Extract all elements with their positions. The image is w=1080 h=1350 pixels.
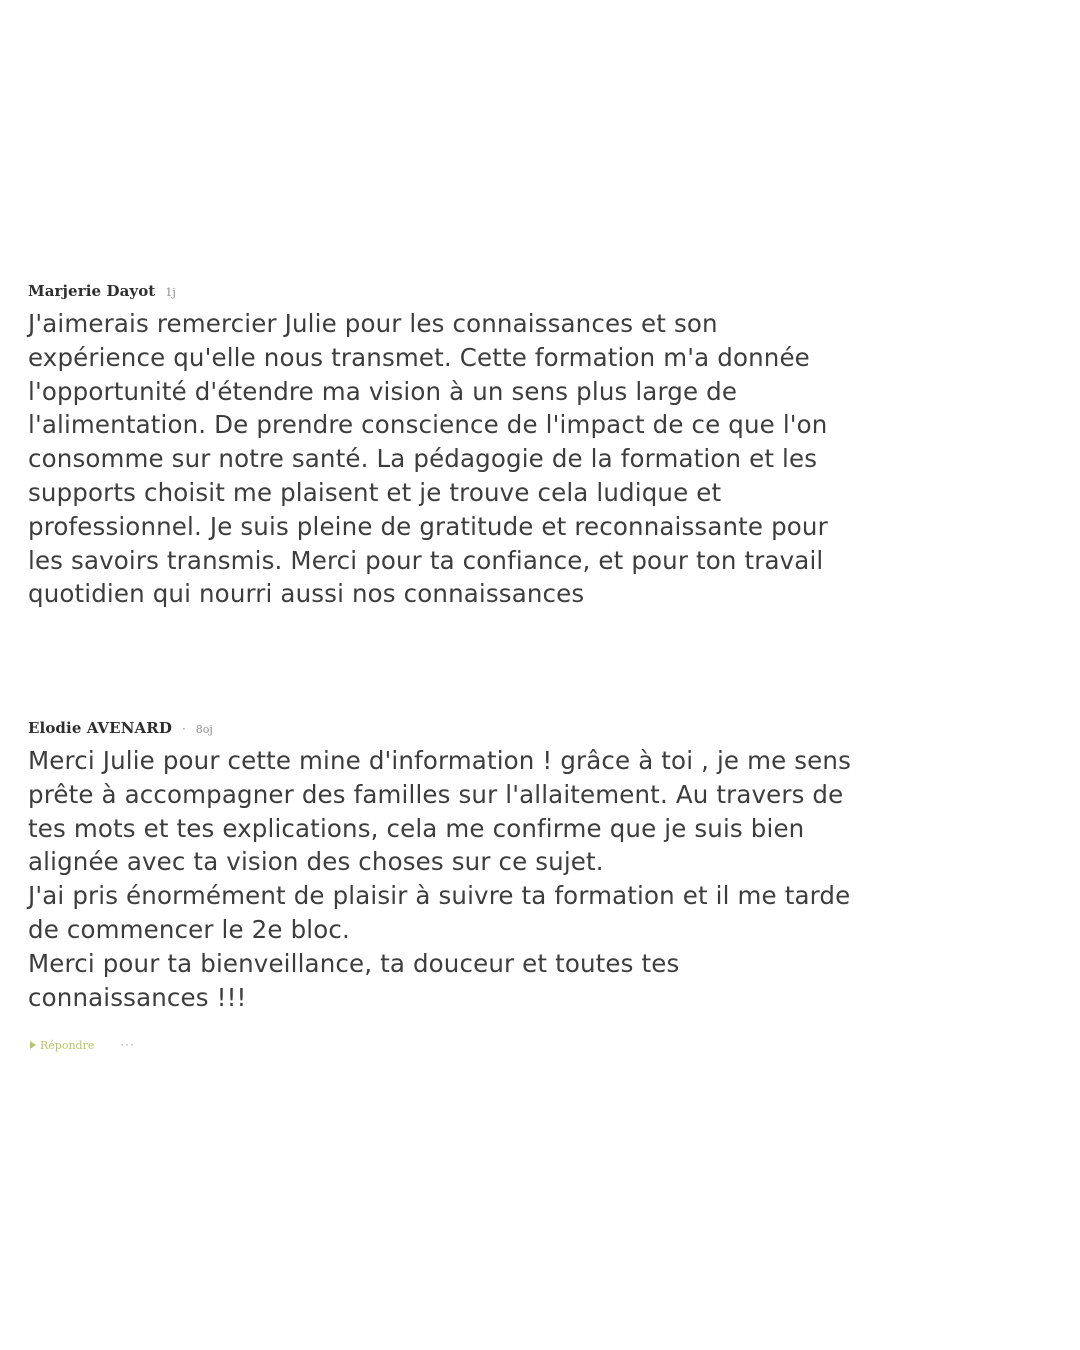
reply-button[interactable] — [30, 1039, 94, 1052]
comment-line: l'alimentation. De prendre conscience de l'impact de ce que l'on — [28, 410, 828, 440]
reply-label: Répondre — [40, 1038, 95, 1052]
comment-line: consomme sur notre santé. La pédagogie de la formation et les — [28, 444, 818, 474]
comment-line: connaissances !!! — [28, 982, 247, 1012]
comment-line: les savoirs transmis. Merci pour ta confiance, et pour ton travail — [28, 545, 824, 575]
reply-arrow-icon — [30, 1041, 36, 1049]
comment — [28, 282, 1028, 611]
comment-time: 1j — [165, 286, 176, 299]
comment-author[interactable]: Marjerie Dayot — [28, 282, 156, 300]
comment — [28, 719, 1028, 1014]
comment-line: professionnel. Je suis pleine de gratitude et reconnaissante pour — [28, 511, 828, 541]
comment-line: supports choisit me plaisent et je trouve cela ludique et — [28, 477, 722, 507]
comment-line: J'aimerais remercier Julie pour les connaissances et son — [28, 309, 718, 338]
comment-author[interactable]: Elodie AVENARD — [28, 719, 172, 737]
comment-line: quotidien qui nourri aussi nos connaissances — [28, 579, 585, 609]
comment-line: de commencer le 2e bloc. — [28, 914, 350, 944]
comment-line: l'opportunité d'étendre ma vision à un sens plus large de — [28, 376, 738, 406]
meta-separator: · — [181, 722, 186, 736]
comment-line: expérience qu'elle nous transmet. Cette formation m'a donnée — [28, 342, 810, 372]
more-options-button[interactable]: ··· — [120, 1038, 135, 1052]
comment-actions — [30, 1036, 135, 1054]
comment-line: Merci Julie pour cette mine d'information ! grâce à toi , je me sens — [28, 746, 851, 775]
comment-body — [28, 744, 1028, 1014]
comment-line: Merci pour ta bienveillance, ta douceur et toutes tes — [28, 948, 680, 978]
comment-meta — [28, 719, 1028, 741]
comment-line: prête à accompagner des familles sur l'allaitement. Au travers de — [28, 779, 844, 809]
comment-meta — [28, 282, 1028, 304]
comment-line: tes mots et tes explications, cela me confirme que je suis bien — [28, 813, 805, 843]
comment-line: alignée avec ta vision des choses sur ce sujet. — [28, 847, 604, 877]
comment-line: J'ai pris énormément de plaisir à suivre ta formation et il me tarde — [28, 881, 851, 911]
comment-body — [28, 307, 1028, 611]
comment-time: 8oj — [195, 723, 213, 736]
